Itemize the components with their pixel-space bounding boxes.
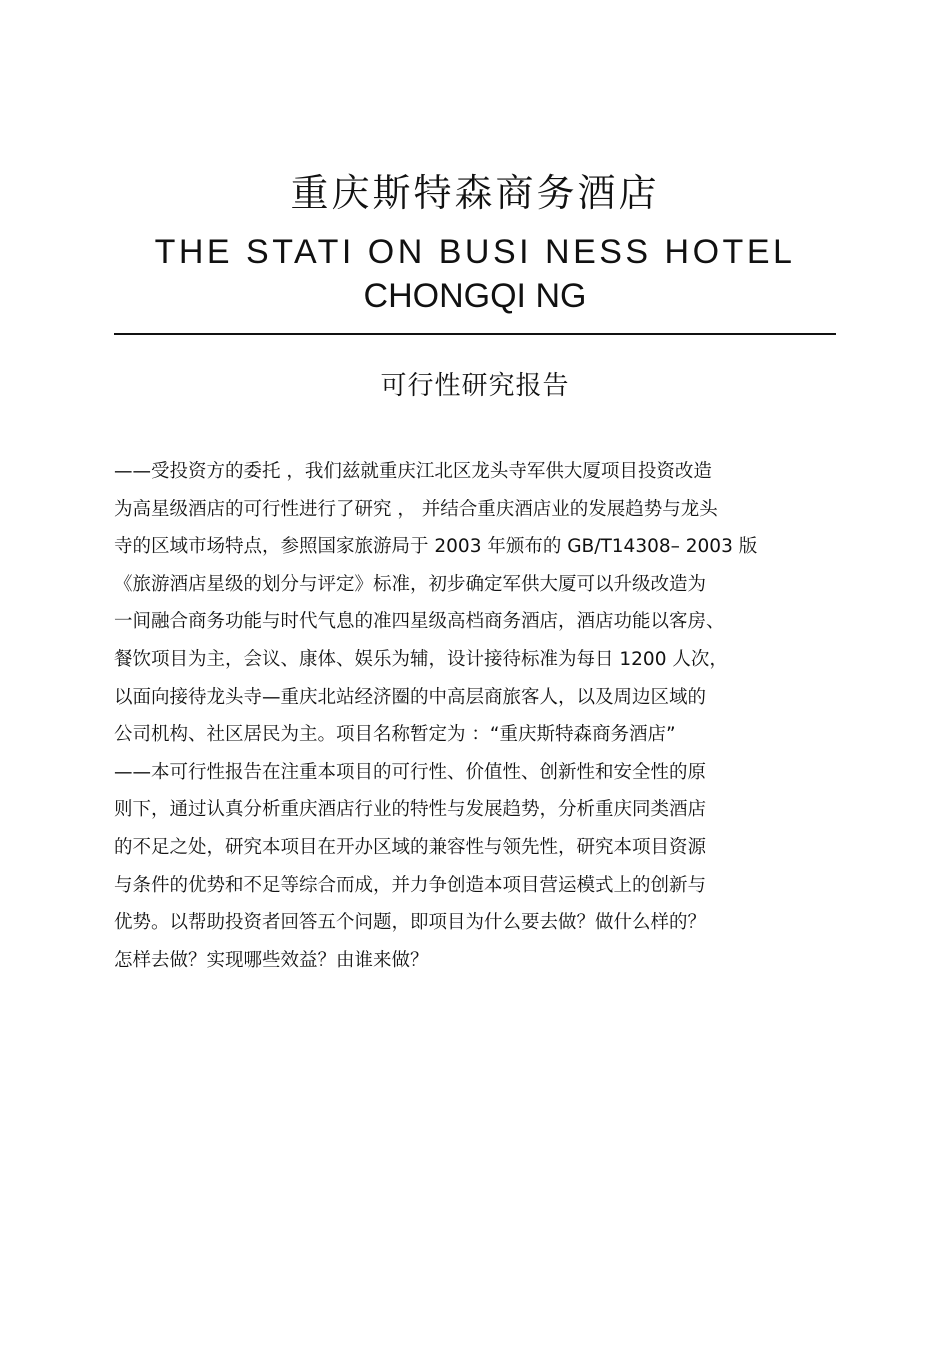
- body-line: 以面向接待龙头寺—重庆北站经济圈的中高层商旅客人，以及周边区域的: [114, 686, 707, 708]
- document-title-english-line-2: CHONGQI NG: [363, 277, 587, 315]
- body-line: ——本可行性报告在注重本项目的可行性、价值性、创新性和安全性的原: [114, 761, 707, 783]
- body-line: ——受投资方的委托 ，我们兹就重庆江北区龙头寺军供大厦项目投资改造: [114, 461, 712, 482]
- body-line: 的不足之处，研究本项目在开办区域的兼容性与领先性，研究本项目资源: [114, 836, 707, 858]
- body-line: 则下，通过认真分析重庆酒店行业的特性与发展趋势，分析重庆同类酒店: [114, 799, 707, 821]
- body-line: 为高星级酒店的可行性进行了研究 ， 并结合重庆酒店业的发展趋势与龙头: [114, 498, 718, 520]
- body-line: 餐饮项目为主，会议、康体、娱乐为辅，设计接待标准为每日 1200 人次，: [114, 648, 728, 670]
- body-line: 与条件的优势和不足等综合而成，并力争创造本项目营运模式上的创新与: [114, 874, 707, 896]
- body-line: 一间融合商务功能与时代气息的准四星级高档商务酒店，酒店功能以客房、: [114, 611, 725, 633]
- title-divider: [114, 333, 836, 335]
- body-paragraph: [114, 453, 850, 979]
- document-title-chinese: 重庆斯特森商务酒店: [290, 171, 660, 215]
- document-subtitle: 可行性研究报告: [380, 371, 570, 401]
- body-line: 怎样去做？实现哪些效益？由谁来做？: [114, 949, 429, 971]
- body-line: 优势。以帮助投资者回答五个问题，即项目为什么要去做？做什么样的？: [114, 912, 707, 934]
- body-line: 公司机构、社区居民为主。项目名称暂定为 ：“重庆斯特森商务酒店”: [114, 724, 676, 746]
- document-title-english-line-1: THE STATI ON BUSI NESS HOTEL: [154, 233, 796, 271]
- body-line: 《旅游酒店星级的划分与评定》标准，初步确定军供大厦可以升级改造为: [114, 573, 707, 595]
- body-line: 寺的区域市场特点，参照国家旅游局于 2003 年颁布的 GB/T14308– 2003 版: [114, 536, 758, 558]
